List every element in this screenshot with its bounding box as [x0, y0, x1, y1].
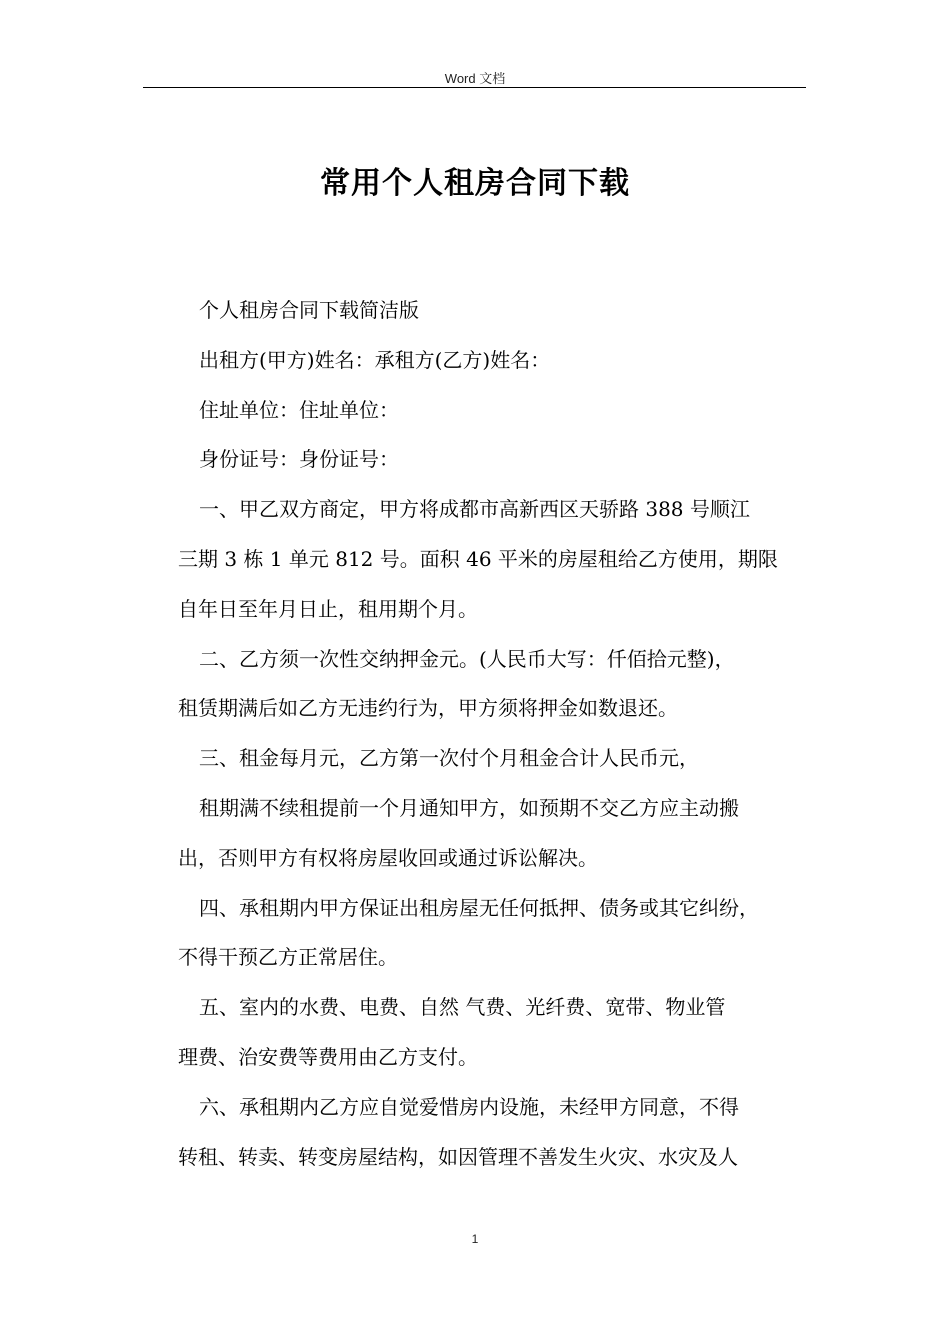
- body-line: 六、承租期内乙方应自觉爱惜房内设施，未经甲方同意，不得: [199, 1094, 739, 1119]
- body-line: 自年日至年月日止，租用期个月。: [178, 596, 478, 621]
- document-title: 常用个人租房合同下载: [320, 166, 630, 201]
- document-body: [178, 286, 810, 1182]
- page-header-label: Word 文档: [444, 71, 506, 86]
- body-line: 三期 3 栋 1 单元 812 号。面积 46 平米的房屋租给乙方使用，期限: [178, 546, 778, 571]
- body-line: 租赁期满后如乙方无违约行为，甲方须将押金如数退还。: [178, 696, 678, 721]
- body-line: 身份证号：身份证号：: [199, 447, 399, 472]
- page-number: 1: [471, 1232, 479, 1246]
- body-line: 三、租金每月元，乙方第一次付个月租金合计人民币元，: [199, 746, 699, 771]
- body-line: 二、乙方须一次性交纳押金元。(人民币大写：仟佰拾元整)，: [199, 646, 735, 671]
- body-line: 个人租房合同下载简洁版: [199, 298, 419, 322]
- body-line: 四、承租期内甲方保证出租房屋无任何抵押、债务或其它纠纷，: [199, 895, 759, 920]
- body-line: 五、室内的水费、电费、自然 气费、光纤费、宽带、物业管: [199, 995, 726, 1020]
- body-line: 一、甲乙双方商定，甲方将成都市高新西区天骄路 388 号顺江: [199, 497, 750, 522]
- body-line: 出租方(甲方)姓名：承租方(乙方)姓名：: [199, 347, 551, 372]
- body-line: 住址单位：住址单位：: [199, 397, 399, 422]
- body-line: 转租、转卖、转变房屋结构，如因管理不善发生火灾、水灾及人: [178, 1144, 738, 1169]
- body-line: 租期满不续租提前一个月通知甲方，如预期不交乙方应主动搬: [199, 795, 739, 820]
- body-line: 出，否则甲方有权将房屋收回或通过诉讼解决。: [178, 845, 598, 870]
- header-divider: [143, 87, 806, 88]
- body-line: 理费、治安费等费用由乙方支付。: [178, 1044, 478, 1069]
- body-line: 不得干预乙方正常居住。: [178, 945, 398, 970]
